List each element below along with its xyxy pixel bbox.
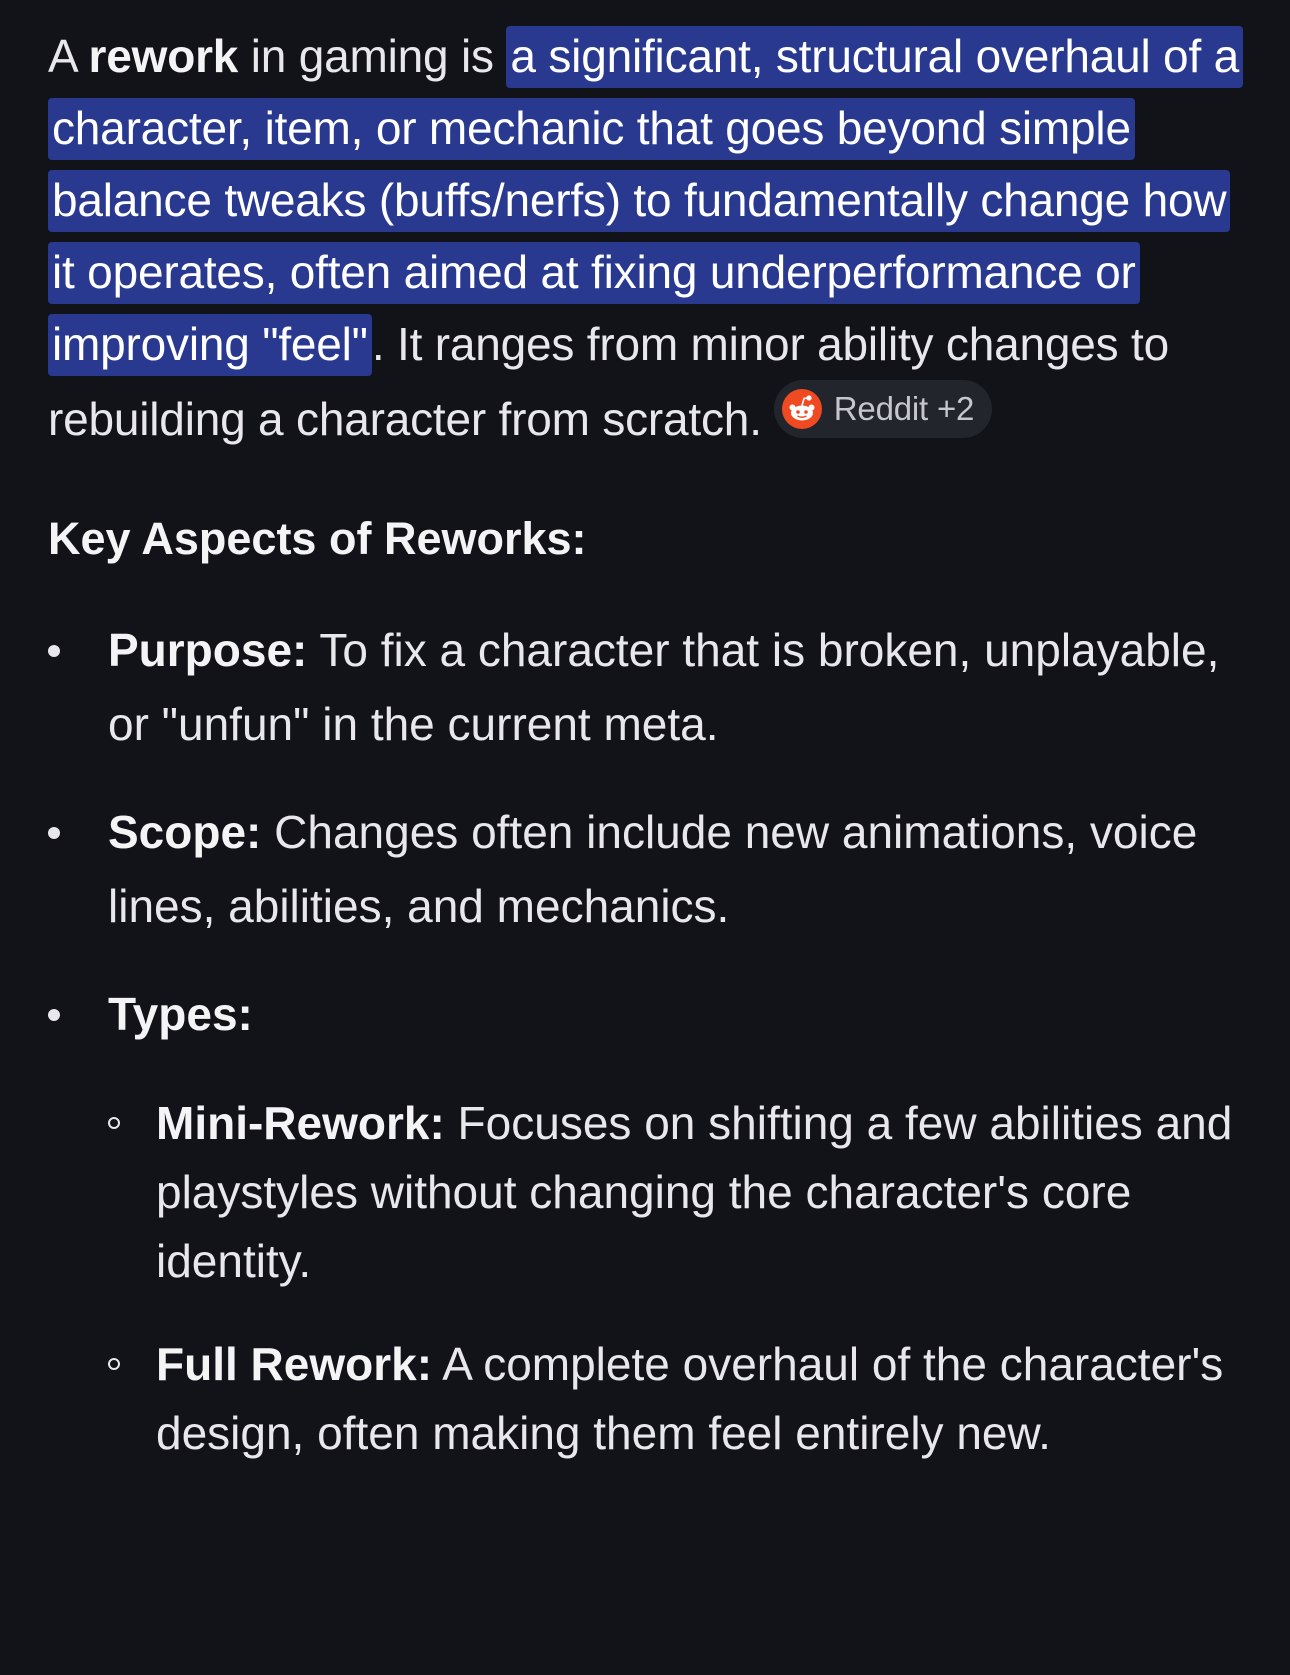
intro-term: rework [88, 30, 239, 82]
list-item-label: Purpose: [108, 624, 308, 676]
list-item-text: To fix a character that is broken, unplayable, or "unfun" in the current meta. [108, 624, 1220, 750]
source-chip-label: Reddit +2 [833, 390, 975, 427]
highlighted-definition[interactable]: a significant, structural overhaul of a character, item, or mechanic that goes beyond simple balance tweaks (buffs/nerfs) to fundamentally change how it operates, often aimed at fixing underperformance or improving "feel" [48, 26, 1243, 376]
list-item-text: Changes often include new animations, voice lines, abilities, and mechanics. [108, 806, 1198, 932]
list-item-scope [48, 795, 1242, 943]
bullet-icon [48, 645, 60, 657]
sub-item-text: Focuses on shifting a few abilities and playstyles without changing the character's core identity. [156, 1097, 1233, 1287]
list-item-types [48, 977, 1242, 1468]
source-chip-button[interactable] [774, 380, 992, 438]
reddit-icon [782, 389, 822, 429]
sub-item-mini-rework [108, 1089, 1242, 1296]
list-item-label: Scope: [108, 806, 262, 858]
sub-item-label: Mini-Rework: [156, 1097, 445, 1149]
intro-prefix: A [48, 30, 89, 82]
key-aspects-list [48, 613, 1242, 1468]
hollow-bullet-icon [108, 1358, 120, 1370]
sub-item-text: A complete overhaul of the character's design, often making them feel entirely new. [156, 1338, 1224, 1459]
bullet-icon [48, 827, 60, 839]
sub-item-full-rework [108, 1330, 1242, 1468]
key-aspects-heading: Key Aspects of Reworks: [48, 513, 587, 564]
list-item-label: Types: [108, 988, 253, 1040]
intro-after-term: in gaming is [238, 30, 507, 82]
sub-item-label: Full Rework: [156, 1338, 433, 1390]
list-item-purpose [48, 613, 1242, 761]
intro-rest: . It ranges from minor ability changes to rebuilding a character from scratch. [48, 318, 1169, 445]
intro-paragraph [48, 20, 1242, 455]
types-sublist [108, 1089, 1242, 1468]
hollow-bullet-icon [108, 1117, 120, 1129]
bullet-icon [48, 1009, 60, 1021]
